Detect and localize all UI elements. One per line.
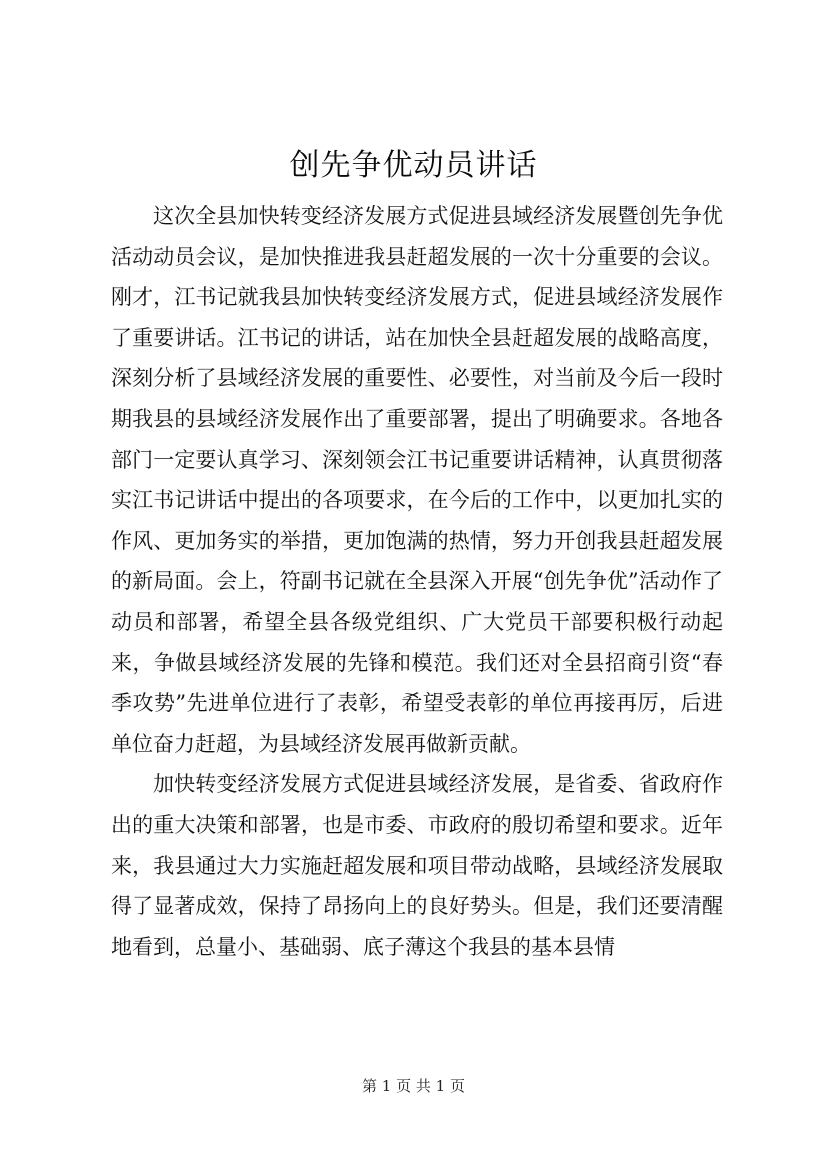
page-footer: 第 1 页 共 1 页 bbox=[362, 1077, 465, 1095]
body-paragraph-2: 加快转变经济发展方式促进县域经济发展，是省委、省政府作出的重大决策和部署，也是市委、市政府的殷切希望和要求。近年来，我县通过大力实施赶超发展和项目带动战略，县域经济发展取得了显著成效，保持了昂扬向上的良好势头。但是，我们还要清醒地看到，总量小、基础弱、底子薄这个我县的基本县情 bbox=[111, 772, 723, 959]
document-body bbox=[111, 196, 723, 967]
document-title: 创先争优动员讲话 bbox=[289, 148, 538, 183]
body-paragraph-1: 这次全县加快转变经济发展方式促进县域经济发展暨创先争优活动动员会议，是加快推进我县赶超发展的一次十分重要的会议。刚才，江书记就我县加快转变经济发展方式，促进县域经济发展作了重要讲话。江书记的讲话，站在加快全县赶超发展的战略高度，深刻分析了县域经济发展的重要性、必要性，对当前及今后一段时期我县的县域经济发展作出了重要部署，提出了明确要求。各地各部门一定要认真学习、深刻领会江书记重要讲话精神，认真贯彻落实江书记讲话中提出的各项要求，在今后的工作中，以更加扎实的作风、更加务实的举措，更加饱满的热情，努力开创我县赶超发展的新局面。会上，符副书记就在全县深入开展“创先争优”活动作了动员和部署，希望全县各级党组织、广大党员干部要积极行动起来，争做县域经济发展的先锋和模范。我们还对全县招商引资“春季攻势”先进单位进行了表彰，希望受表彰的单位再接再厉，后进单位奋力赶超，为县域经济发展再做新贡献。 bbox=[111, 204, 723, 756]
